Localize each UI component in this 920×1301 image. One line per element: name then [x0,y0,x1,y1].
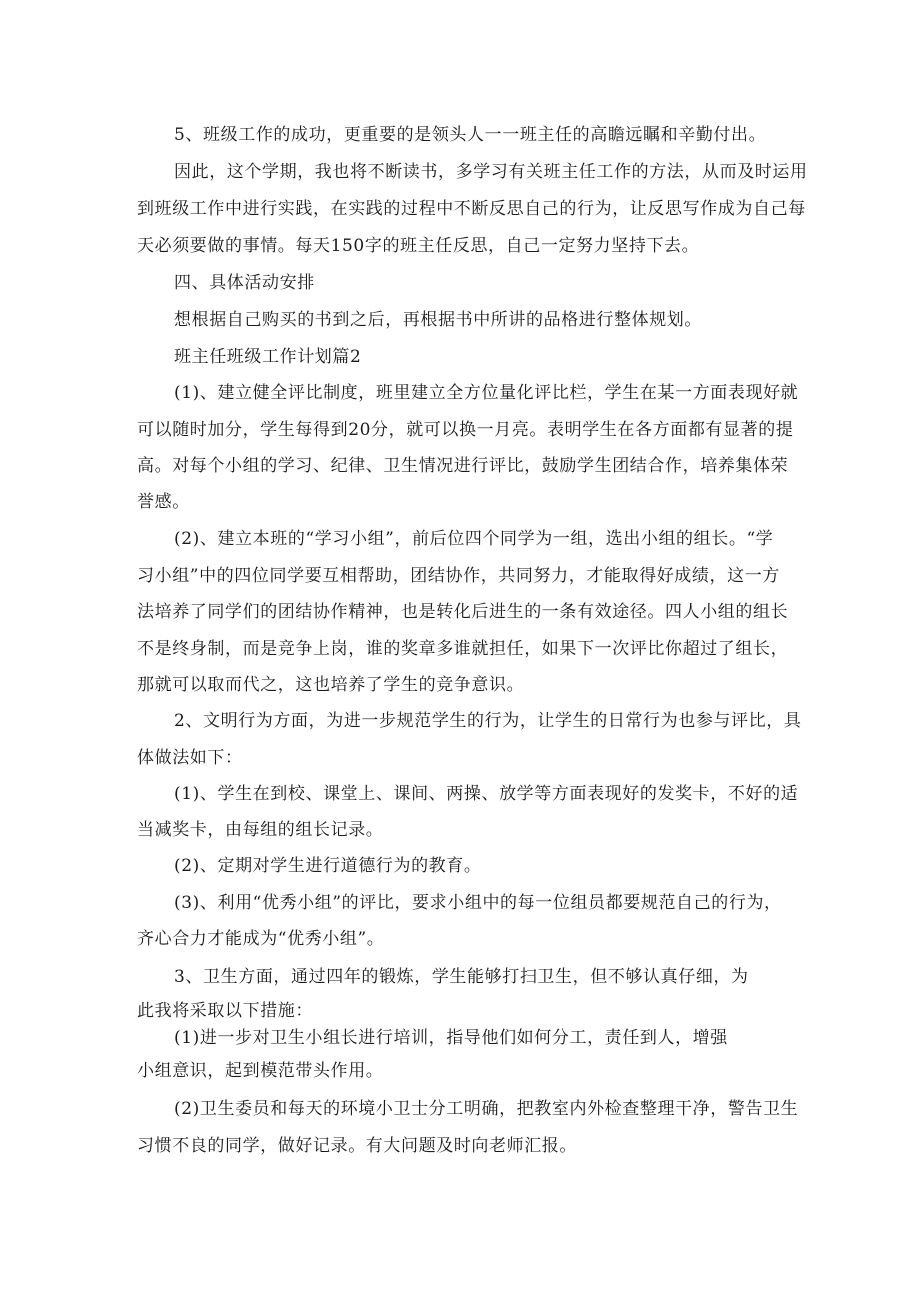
section-heading: 四、具体活动安排 [174,273,315,293]
text-line: 高。对每个小组的学习、纪律、卫生情况进行评比，鼓励学生团结合作，培养集体荣 [137,456,789,476]
text-line: 齐心合力才能成为“优秀小组”。 [137,929,385,949]
text-line: 3、卫生方面，通过四年的锻炼，学生能够打扫卫生，但不够认真仔细，为 [174,967,749,987]
text-line: 习惯不良的同学，做好记录。有大问题及时向老师汇报。 [137,1136,577,1156]
text-line: 此我将采取以下措施： [137,1001,313,1021]
text-line: (1)、学生在到校、课堂上、课间、两操、放学等方面表现好的发奖卡，不好的适 [174,784,799,804]
text-line: 那就可以取而代之，这也培养了学生的竞争意识。 [137,675,525,695]
text-line: 不是终身制，而是竞争上岗，谁的奖章多谁就担任，如果下一次评比你超过了组长， [137,639,789,659]
text-line: 可以随时加分，学生每得到20分，就可以换一月亮。表明学生在各方面都有显著的提 [137,420,794,440]
text-line: 小组意识，起到模范带头作用。 [137,1061,384,1081]
text-line: 誉感。 [137,492,190,512]
article-title: 班主任班级工作计划篇2 [174,347,362,367]
text-line: (1)、建立健全评比制度，班里建立全方位量化评比栏，学生在某一方面表现好就 [174,383,799,403]
text-line: 2、文明行为方面，为进一步规范学生的行为，让学生的日常行为也参与评比，具 [174,711,802,731]
text-line: 因此，这个学期，我也将不断读书，多学习有关班主任工作的方法，从而及时运用 [174,162,808,182]
text-line: 想根据自己购买的书到之后，再根据书中所讲的品格进行整体规划。 [174,310,702,330]
text-line: (2)卫生委员和每天的环境小卫士分工明确，把教室内外检查整理干净，警告卫生 [174,1099,799,1119]
text-line: (2)、建立本班的“学习小组”，前后位四个同学为一组，选出小组的组长。“学 [174,529,774,549]
text-line: (2)、定期对学生进行道德行为的教育。 [174,856,482,876]
text-line: 天必须要做的事情。每天150字的班主任反思，自己一定努力坚持下去。 [137,236,700,256]
text-line: (1)进一步对卫生小组长进行培训，指导他们如何分工，责任到人，增强 [174,1028,728,1048]
text-line: 当减奖卡，由每组的组长记录。 [137,820,384,840]
text-line: 5、班级工作的成功，更重要的是领头人一一班主任的高瞻远瞩和辛勤付出。 [174,125,767,145]
text-line: 习小组”中的四位同学要互相帮助，团结协作，共同努力，才能取得好成绩，这一方 [137,566,780,586]
text-line: 法培养了同学们的团结协作精神，也是转化后进生的一条有效途径。四人小组的组长 [137,602,789,622]
text-line: 到班级工作中进行实践，在实践的过程中不断反思自己的行为，让反思写作成为自己每 [137,199,806,219]
text-line: (3)、利用“优秀小组”的评比，要求小组中的每一位组员都要规范自己的行为， [174,893,782,913]
text-line: 体做法如下： [137,748,243,768]
